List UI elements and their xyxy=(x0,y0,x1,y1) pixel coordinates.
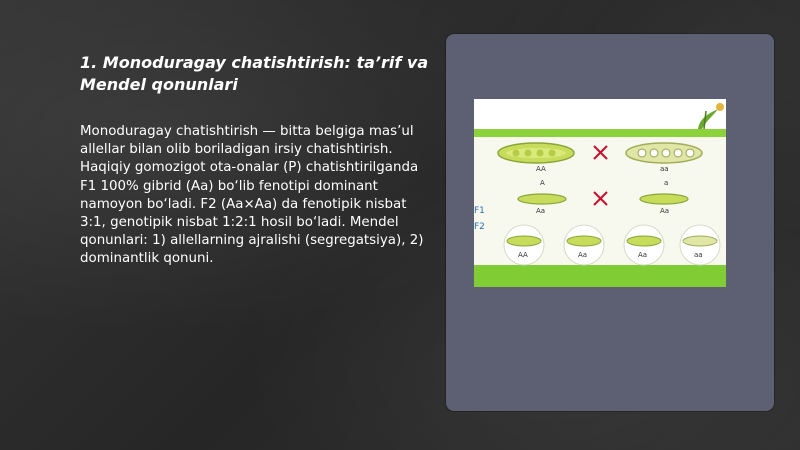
gamete-label-recessive: a xyxy=(664,179,669,187)
parent-label-recessive: aa xyxy=(660,165,669,173)
plant-decoration xyxy=(698,103,724,129)
slide-title: 1. Monoduragay chatishtirish: ta’rif va Mendel qonunlari xyxy=(80,53,429,94)
figure-drawing xyxy=(474,99,726,287)
generation-label-f1: F1 xyxy=(474,206,485,216)
pea-cross-figure xyxy=(474,99,726,287)
f2-label-1: AA xyxy=(518,251,528,259)
f2-label-2: Aa xyxy=(578,251,588,259)
gamete-label-dominant: A xyxy=(540,179,545,187)
parent-label-dominant: AA xyxy=(536,165,546,173)
f2-label-3: Aa xyxy=(638,251,648,259)
f1-label-left: Aa xyxy=(536,207,546,215)
f1-label-right: Aa xyxy=(660,207,670,215)
slide-body-text: Monoduragay chatishtirish — bitta belgiga mas’ul allellar bilan olib boriladigan irsiy chatishtirish. Haqiqiy gomozigot ota-onalar (P) chatishtirilganda F1 100% gibrid (Aa) bo‘lib fenotipi dominant namoyon bo‘ladi. F2 (Aa×Aa) da fenotipik nisbat 3:1, genotipik nisbat 1:2:1 hosil bo‘ladi. Mendel qonunlari: 1) allellarning ajralishi (segregatsiya), 2) dominantlik qonuni. xyxy=(80,124,424,267)
f2-label-4: aa xyxy=(694,251,703,259)
generation-label-f2: F2 xyxy=(474,222,485,232)
